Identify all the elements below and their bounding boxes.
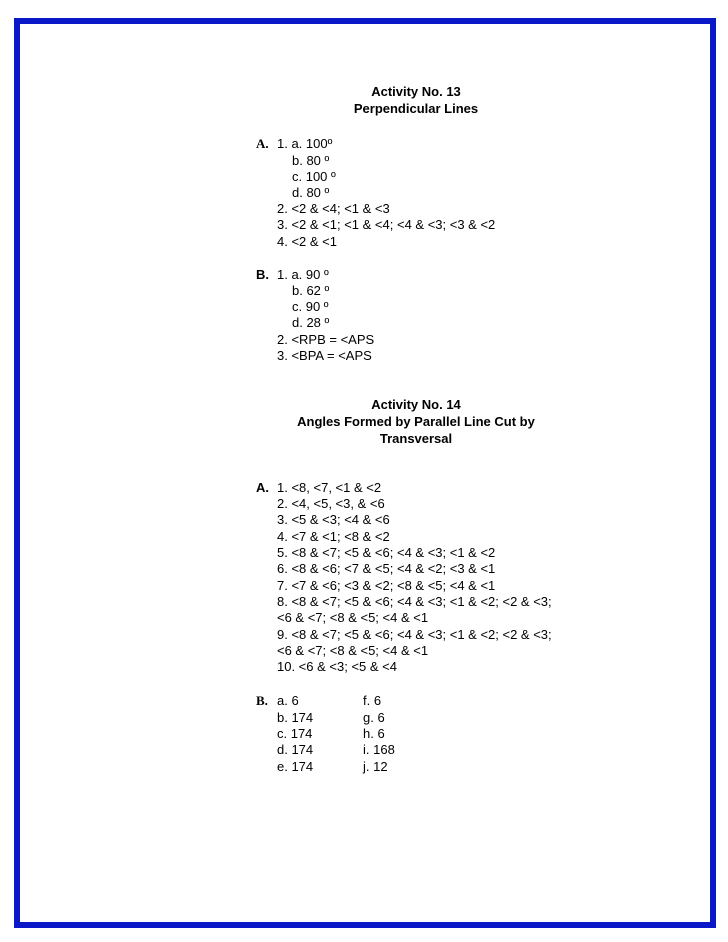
answer-line: c. 90 º (292, 299, 329, 314)
answer-line: i. 168 (363, 742, 395, 757)
answer-line: 2. <2 & <4; <1 & <3 (277, 201, 390, 216)
answer-line: <6 & <7; <8 & <5; <4 & <1 (277, 643, 429, 658)
answer-line: 3. <BPA = <APS (277, 348, 372, 363)
answer-line: 6. <8 & <6; <7 & <5; <4 & <2; <3 & <1 (277, 561, 496, 576)
answer-line: b. 174 (277, 710, 314, 725)
answer-line: g. 6 (363, 710, 385, 725)
answer-line: 4. <7 & <1; <8 & <2 (277, 529, 390, 544)
answer-line: e. 174 (277, 759, 314, 774)
part-a-marker: A. (256, 136, 269, 151)
answer-line: 1. <8, <7, <1 & <2 (277, 480, 382, 495)
activity-13-subtitle: Perpendicular Lines (353, 101, 479, 116)
answer-line: 5. <8 & <7; <5 & <6; <4 & <3; <1 & <2 (277, 545, 496, 560)
answer-line: 1. a. 100º (277, 136, 333, 151)
part-a-marker: A. (256, 480, 269, 495)
answer-line: c. 100 º (292, 169, 336, 184)
answer-line: 2. <4, <5, <3, & <6 (277, 496, 385, 511)
answer-line: 2. <RPB = <APS (277, 332, 375, 347)
answer-line: a. 6 (277, 693, 299, 708)
answer-line: 3. <2 & <1; <1 & <4; <4 & <3; <3 & <2 (277, 217, 496, 232)
answer-line: d. 28 º (292, 315, 330, 330)
answer-line: b. 62 º (292, 283, 330, 298)
activity-14-title: Activity No. 14 (371, 397, 461, 412)
part-b-marker: B. (256, 693, 268, 708)
answer-line: d. 174 (277, 742, 314, 757)
activity-13-title: Activity No. 13 (371, 84, 461, 99)
answer-line: j. 12 (363, 759, 388, 774)
answer-line: 10. <6 & <3; <5 & <4 (277, 659, 397, 674)
answer-line: c. 174 (277, 726, 313, 741)
answer-line: f. 6 (363, 693, 382, 708)
answer-line: 3. <5 & <3; <4 & <6 (277, 512, 390, 527)
answer-line: 1. a. 90 º (277, 267, 329, 282)
answer-line: 8. <8 & <7; <5 & <6; <4 & <3; <1 & <2; <2 & <3; (277, 594, 552, 609)
answer-line: h. 6 (363, 726, 385, 741)
answer-line: 4. <2 & <1 (277, 234, 337, 249)
answer-line: <6 & <7; <8 & <5; <4 & <1 (277, 610, 429, 625)
answer-line: 9. <8 & <7; <5 & <6; <4 & <3; <1 & <2; <2 & <3; (277, 627, 552, 642)
answer-line: d. 80 º (292, 185, 330, 200)
activity-14-subtitle: Angles Formed by Parallel Line Cut by (297, 414, 535, 429)
answer-line: 7. <7 & <6; <3 & <2; <8 & <5; <4 & <1 (277, 578, 496, 593)
part-b-marker: B. (256, 267, 269, 282)
activity-14-subtitle-cont: Transversal (379, 431, 453, 446)
answer-line: b. 80 º (292, 153, 330, 168)
